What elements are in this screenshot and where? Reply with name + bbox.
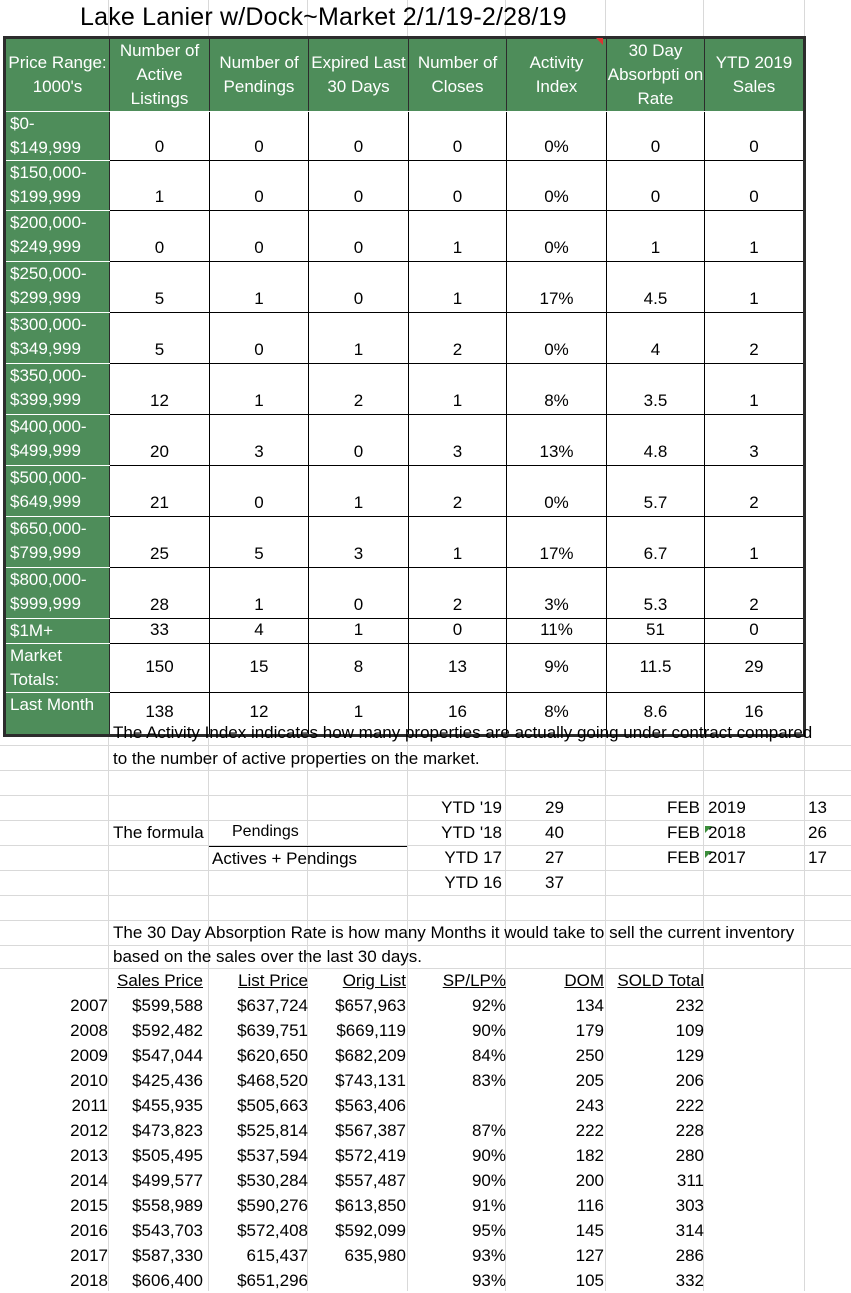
- history-sales-cell: $599,588: [132, 996, 203, 1015]
- table-header-row: [5, 38, 805, 112]
- history-sales-cell: $425,436: [132, 1071, 203, 1090]
- history-sp-cell: 91%: [471, 1196, 506, 1215]
- ytd-value: 40: [545, 823, 564, 842]
- history-list-cell: 615,437: [246, 1246, 308, 1265]
- closes-cell: 1: [409, 211, 507, 262]
- table-row: [5, 313, 805, 364]
- expired-cell: 1: [309, 619, 409, 644]
- history-row: [55, 1168, 704, 1193]
- history-row: [55, 1043, 704, 1068]
- activity-index-cell: 0%: [507, 313, 607, 364]
- history-dom-cell: 182: [575, 1146, 604, 1165]
- price-range-cell: $200,000- $249,999: [5, 211, 110, 262]
- history-header-dom: DOM: [564, 971, 604, 990]
- history-row: [55, 1268, 704, 1293]
- history-list-cell: $525,814: [237, 1121, 308, 1140]
- closes-cell: 1: [409, 517, 507, 568]
- feb-month: FEB: [666, 798, 700, 817]
- absorption-cell: 0: [607, 112, 705, 161]
- pendings-cell: 0: [210, 112, 309, 161]
- history-header-row: [55, 968, 704, 993]
- price-range-cell: Market Totals:: [5, 644, 110, 693]
- history-year-cell: 2007: [70, 996, 108, 1015]
- price-range-cell: $1M+: [5, 619, 110, 644]
- history-header-orig: Orig List: [342, 971, 406, 990]
- history-row: [55, 1243, 704, 1268]
- feb-value: 17: [808, 848, 827, 867]
- price-range-cell: Last Month: [5, 693, 110, 736]
- table-row: [5, 466, 805, 517]
- expired-cell: 0: [309, 211, 409, 262]
- formula-numerator: Pendings: [232, 823, 299, 840]
- history-sales-cell: $587,330: [132, 1246, 203, 1265]
- ytd-label: YTD '19: [441, 798, 502, 817]
- feb-value: 26: [808, 823, 827, 842]
- history-list-cell: $572,408: [237, 1221, 308, 1240]
- ytd-sales-cell: 0: [705, 161, 805, 211]
- history-year-cell: 2014: [70, 1171, 108, 1190]
- ytd-label: YTD 16: [444, 873, 502, 892]
- header-closes: Number of Closes: [409, 38, 507, 112]
- active-cell: 1: [110, 161, 210, 211]
- history-table: [55, 968, 704, 1293]
- history-year-cell: 2010: [70, 1071, 108, 1090]
- active-cell: 0: [110, 211, 210, 262]
- history-dom-cell: 200: [575, 1171, 604, 1190]
- history-dom-cell: 222: [575, 1121, 604, 1140]
- header-activity-index: Activity Index: [507, 38, 607, 112]
- history-list-cell: $537,594: [237, 1146, 308, 1165]
- ytd-sales-cell: 0: [705, 112, 805, 161]
- closes-cell: 2: [409, 466, 507, 517]
- price-range-cell: $400,000- $499,999: [5, 415, 110, 466]
- activity-index-cell: 3%: [507, 568, 607, 619]
- table-row: [5, 161, 805, 211]
- history-sp-cell: 93%: [471, 1271, 506, 1290]
- history-sold-cell: 311: [676, 1171, 704, 1190]
- closes-cell: 2: [409, 313, 507, 364]
- absorption-cell: 5.3: [607, 568, 705, 619]
- history-sales-cell: $592,482: [132, 1021, 203, 1040]
- absorption-cell: 4.8: [607, 415, 705, 466]
- absorption-cell: 4.5: [607, 262, 705, 313]
- history-dom-cell: 105: [575, 1271, 604, 1290]
- header-price-range: Price Range: 1000's: [5, 38, 110, 112]
- history-orig-cell: $567,387: [335, 1121, 406, 1140]
- history-list-cell: $620,650: [237, 1046, 308, 1065]
- ytd-sales-cell: 1: [705, 211, 805, 262]
- history-sales-cell: $473,823: [132, 1121, 203, 1140]
- pendings-cell: 0: [210, 313, 309, 364]
- history-orig-cell: $657,963: [335, 996, 406, 1015]
- price-range-cell: $0- $149,999: [5, 112, 110, 161]
- pendings-cell: 0: [210, 466, 309, 517]
- formula-label: The formula: [113, 823, 204, 842]
- closes-cell: 16: [409, 693, 507, 736]
- history-sp-cell: 84%: [471, 1046, 506, 1065]
- history-sold-cell: 129: [675, 1046, 704, 1065]
- history-sp-cell: 90%: [471, 1171, 506, 1190]
- history-year-cell: 2011: [71, 1096, 108, 1115]
- activity-index-cell: 17%: [507, 262, 607, 313]
- ytd-sales-cell: 29: [705, 644, 805, 693]
- table-row: [5, 112, 805, 161]
- table-row: [5, 619, 805, 644]
- absorption-cell: 51: [607, 619, 705, 644]
- activity-index-cell: 17%: [507, 517, 607, 568]
- history-sales-cell: $606,400: [132, 1271, 203, 1290]
- history-header-sold: SOLD Total: [617, 971, 704, 990]
- table-row: [5, 517, 805, 568]
- cell-error-indicator: [705, 851, 712, 858]
- history-row: [55, 1068, 704, 1093]
- history-header-sp-lp: SP/LP%: [442, 971, 506, 990]
- active-cell: 0: [110, 112, 210, 161]
- history-list-cell: $651,296: [237, 1271, 308, 1290]
- price-range-cell: $150,000- $199,999: [5, 161, 110, 211]
- active-cell: 5: [110, 313, 210, 364]
- history-sp-cell: [406, 1093, 506, 1118]
- active-cell: 28: [110, 568, 210, 619]
- history-dom-cell: 243: [575, 1096, 604, 1115]
- header-active-listings: Number of Active Listings: [110, 38, 210, 112]
- cell-error-indicator: [705, 826, 712, 833]
- feb-year: 2019: [708, 798, 746, 817]
- history-sp-cell: 90%: [471, 1021, 506, 1040]
- expired-cell: 1: [309, 693, 409, 736]
- history-sold-cell: 303: [675, 1196, 704, 1215]
- feb-value: 13: [808, 798, 827, 817]
- history-sp-cell: 92%: [471, 996, 506, 1015]
- history-sales-cell: $547,044: [132, 1046, 203, 1065]
- history-sp-cell: 93%: [471, 1246, 506, 1265]
- expired-cell: 8: [309, 644, 409, 693]
- pendings-cell: 3: [210, 415, 309, 466]
- history-row: [55, 993, 704, 1018]
- closes-cell: 0: [409, 112, 507, 161]
- history-orig-cell: $557,487: [335, 1171, 406, 1190]
- absorption-cell: 5.7: [607, 466, 705, 517]
- history-dom-cell: 134: [575, 996, 604, 1015]
- feb-month: FEB: [666, 848, 700, 867]
- expired-cell: 1: [309, 466, 409, 517]
- history-row: [55, 1093, 704, 1118]
- history-orig-cell: $669,119: [336, 1021, 406, 1040]
- history-orig-cell: $592,099: [335, 1221, 406, 1240]
- absorption-cell: 11.5: [607, 644, 705, 693]
- pendings-cell: 0: [210, 211, 309, 262]
- history-list-cell: $468,520: [237, 1071, 308, 1090]
- closes-cell: 0: [409, 619, 507, 644]
- activity-index-cell: 13%: [507, 415, 607, 466]
- history-dom-cell: 145: [575, 1221, 604, 1240]
- history-dom-cell: 127: [575, 1246, 604, 1265]
- history-row: [55, 1143, 704, 1168]
- expired-cell: 3: [309, 517, 409, 568]
- active-cell: 25: [110, 517, 210, 568]
- totals-row: [5, 644, 805, 693]
- history-sales-cell: $558,989: [132, 1196, 203, 1215]
- table-row: [5, 364, 805, 415]
- closes-cell: 0: [409, 161, 507, 211]
- activity-index-cell: 8%: [507, 693, 607, 736]
- history-year-cell: 2017: [70, 1246, 108, 1265]
- history-sold-cell: 109: [675, 1021, 704, 1040]
- feb-year: 2018: [708, 823, 746, 842]
- ytd-label: YTD 17: [444, 848, 502, 867]
- active-cell: 150: [110, 644, 210, 693]
- expired-cell: 2: [309, 364, 409, 415]
- pendings-cell: 15: [210, 644, 309, 693]
- history-orig-cell: 635,980: [344, 1246, 406, 1265]
- absorption-cell: 1: [607, 211, 705, 262]
- history-year-cell: 2013: [70, 1146, 108, 1165]
- header-pendings: Number of Pendings: [210, 38, 309, 112]
- history-dom-cell: 205: [575, 1071, 604, 1090]
- history-row: [55, 1218, 704, 1243]
- history-sales-cell: $455,935: [132, 1096, 203, 1115]
- active-cell: 33: [110, 619, 210, 644]
- activity-index-note: The Activity Index indicates how many properties are actually going under contract compared to the number of active properties on the market.: [113, 723, 813, 768]
- history-sold-cell: 206: [675, 1071, 704, 1090]
- history-sold-cell: 314: [675, 1221, 704, 1240]
- absorption-cell: 8.6: [607, 693, 705, 736]
- price-range-cell: $300,000- $349,999: [5, 313, 110, 364]
- history-list-cell: $590,276: [237, 1196, 308, 1215]
- activity-index-cell: 0%: [507, 211, 607, 262]
- closes-cell: 1: [409, 262, 507, 313]
- history-year-cell: 2012: [70, 1121, 108, 1140]
- closes-cell: 13: [409, 644, 507, 693]
- expired-cell: 0: [309, 262, 409, 313]
- table-row: [5, 262, 805, 313]
- history-orig-cell: $613,850: [335, 1196, 406, 1215]
- expired-cell: 0: [309, 568, 409, 619]
- active-cell: 21: [110, 466, 210, 517]
- history-list-cell: $637,724: [237, 996, 308, 1015]
- history-sales-cell: $543,703: [132, 1221, 203, 1240]
- history-row: [55, 1118, 704, 1143]
- formula-divider: [209, 846, 407, 847]
- history-year-cell: 2008: [70, 1021, 108, 1040]
- history-row: [55, 1193, 704, 1218]
- ytd-sales-cell: 1: [705, 364, 805, 415]
- expired-cell: 0: [309, 112, 409, 161]
- ytd-sales-cell: 0: [705, 619, 805, 644]
- history-dom-cell: 179: [575, 1021, 604, 1040]
- expired-cell: 0: [309, 161, 409, 211]
- absorption-cell: 6.7: [607, 517, 705, 568]
- history-dom-cell: 250: [575, 1046, 604, 1065]
- history-sold-cell: 228: [675, 1121, 704, 1140]
- history-row: [55, 1018, 704, 1043]
- ytd-sales-cell: 3: [705, 415, 805, 466]
- history-orig-cell: [308, 1268, 406, 1293]
- ytd-value: 29: [545, 798, 564, 817]
- history-list-cell: $639,751: [237, 1021, 308, 1040]
- header-expired: Expired Last 30 Days: [309, 38, 409, 112]
- history-sales-cell: $499,577: [132, 1171, 203, 1190]
- formula-denominator: Actives + Pendings: [212, 849, 358, 868]
- table-row: [5, 568, 805, 619]
- table-row: [5, 211, 805, 262]
- activity-index-cell: 8%: [507, 364, 607, 415]
- price-range-cell: $250,000- $299,999: [5, 262, 110, 313]
- activity-index-cell: 0%: [507, 112, 607, 161]
- ytd-value: 37: [545, 873, 564, 892]
- history-sold-cell: 222: [675, 1096, 704, 1115]
- pendings-cell: 1: [210, 364, 309, 415]
- history-sold-cell: 280: [675, 1146, 704, 1165]
- history-header-list: List Price: [238, 971, 308, 990]
- absorption-note: The 30 Day Absorption Rate is how many Months it would take to sell the current inventory based on the sales over the last 30 days.: [113, 923, 795, 966]
- history-sp-cell: 95%: [471, 1221, 506, 1240]
- pendings-cell: 4: [210, 619, 309, 644]
- pendings-cell: 5: [210, 517, 309, 568]
- history-sold-cell: 286: [675, 1246, 704, 1265]
- pendings-cell: 1: [210, 568, 309, 619]
- table-row: [5, 415, 805, 466]
- ytd-sales-cell: 2: [705, 313, 805, 364]
- history-list-cell: $505,663: [237, 1096, 308, 1115]
- feb-year: 2017: [708, 848, 746, 867]
- history-orig-cell: $682,209: [335, 1046, 406, 1065]
- ytd-value: 27: [545, 848, 564, 867]
- active-cell: 20: [110, 415, 210, 466]
- ytd-sales-cell: 2: [705, 466, 805, 517]
- active-cell: 138: [110, 693, 210, 736]
- history-sp-cell: 83%: [471, 1071, 506, 1090]
- history-year-cell: 2016: [70, 1221, 108, 1240]
- activity-index-cell: 9%: [507, 644, 607, 693]
- pendings-cell: 0: [210, 161, 309, 211]
- closes-cell: 3: [409, 415, 507, 466]
- history-sold-cell: 232: [675, 996, 704, 1015]
- activity-index-cell: 11%: [507, 619, 607, 644]
- history-orig-cell: $563,406: [335, 1096, 406, 1115]
- market-table: [3, 36, 806, 737]
- history-sold-cell: 332: [675, 1271, 704, 1290]
- pendings-cell: 12: [210, 693, 309, 736]
- history-list-cell: $530,284: [237, 1171, 308, 1190]
- history-year-cell: 2018: [70, 1271, 108, 1290]
- expired-cell: 0: [309, 415, 409, 466]
- active-cell: 12: [110, 364, 210, 415]
- history-dom-cell: 116: [576, 1196, 604, 1215]
- history-orig-cell: $572,419: [335, 1146, 406, 1165]
- closes-cell: 1: [409, 364, 507, 415]
- ytd-sales-cell: 1: [705, 517, 805, 568]
- ytd-sales-cell: 1: [705, 262, 805, 313]
- history-header-sales: Sales Price: [117, 971, 203, 990]
- history-year-cell: 2009: [70, 1046, 108, 1065]
- history-sp-cell: 87%: [471, 1121, 506, 1140]
- history-sp-cell: 90%: [471, 1146, 506, 1165]
- feb-month: FEB: [666, 823, 700, 842]
- history-year-cell: 2015: [70, 1196, 108, 1215]
- ytd-sales-cell: 16: [705, 693, 805, 736]
- active-cell: 5: [110, 262, 210, 313]
- ytd-sales-cell: 2: [705, 568, 805, 619]
- price-range-cell: $800,000- $999,999: [5, 568, 110, 619]
- pendings-cell: 1: [210, 262, 309, 313]
- price-range-cell: $650,000- $799,999: [5, 517, 110, 568]
- history-sales-cell: $505,495: [132, 1146, 203, 1165]
- absorption-cell: 3.5: [607, 364, 705, 415]
- expired-cell: 1: [309, 313, 409, 364]
- closes-cell: 2: [409, 568, 507, 619]
- history-orig-cell: $743,131: [335, 1071, 406, 1090]
- page-title: Lake Lanier w/Dock~Market 2/1/19-2/28/19: [80, 3, 567, 31]
- absorption-cell: 0: [607, 161, 705, 211]
- header-absorption-rate: 30 Day Absorbpti on Rate: [607, 38, 705, 112]
- activity-index-cell: 0%: [507, 161, 607, 211]
- ytd-label: YTD '18: [441, 823, 502, 842]
- price-range-cell: $500,000- $649,999: [5, 466, 110, 517]
- absorption-cell: 4: [607, 313, 705, 364]
- comment-indicator: [596, 38, 603, 45]
- header-ytd-sales: YTD 2019 Sales: [705, 38, 805, 112]
- activity-index-cell: 0%: [507, 466, 607, 517]
- price-range-cell: $350,000- $399,999: [5, 364, 110, 415]
